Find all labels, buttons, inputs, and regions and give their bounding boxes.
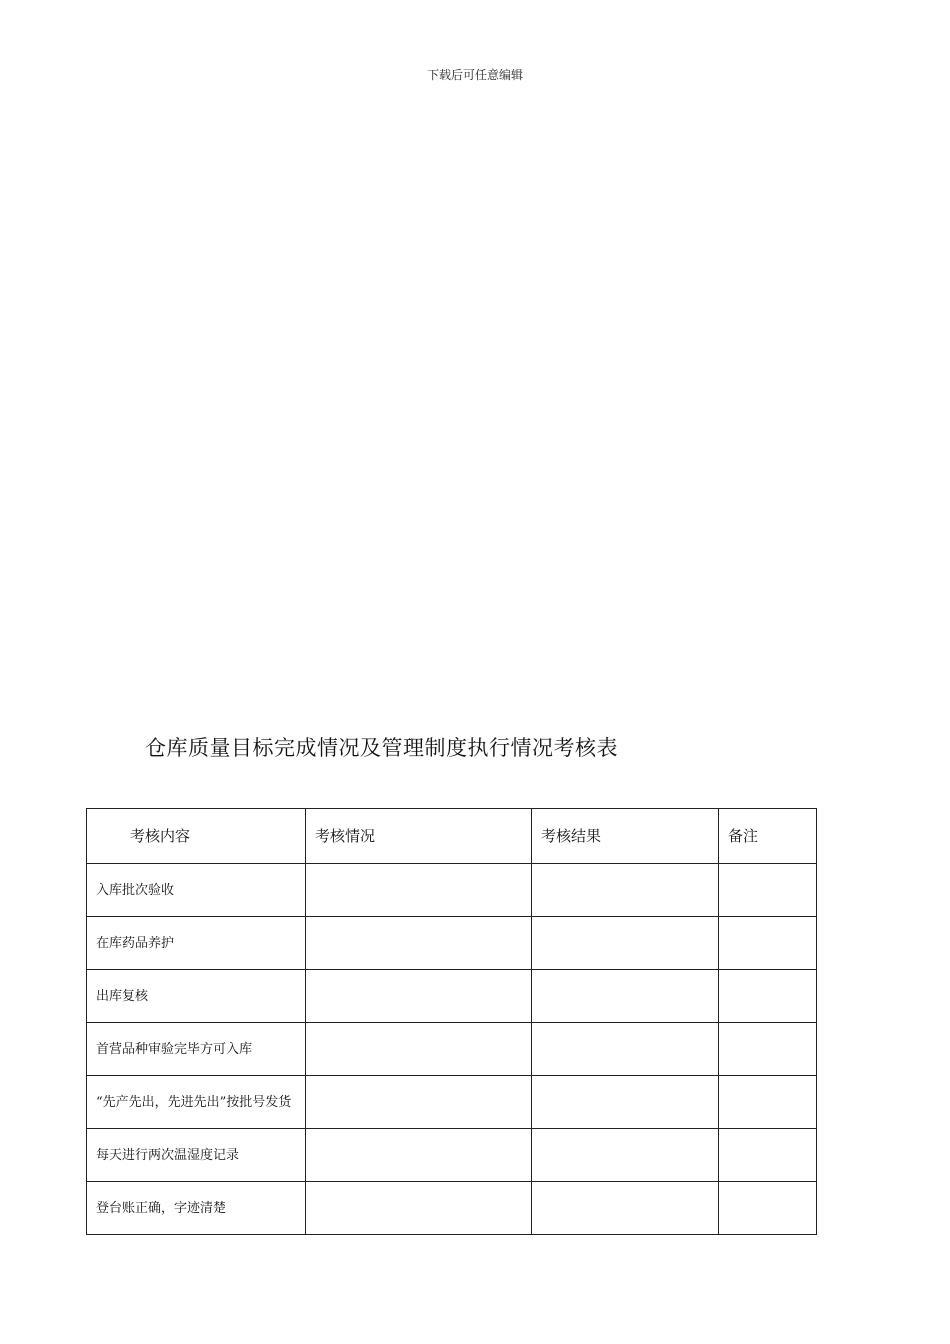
row-status-cell[interactable] bbox=[306, 1076, 532, 1129]
row-remark-cell[interactable] bbox=[719, 864, 817, 917]
header-note: 下载后可任意编辑 bbox=[426, 68, 523, 82]
row-remark-cell[interactable] bbox=[719, 970, 817, 1023]
header-remarks: 备注 bbox=[719, 809, 817, 864]
row-result-cell[interactable] bbox=[532, 864, 719, 917]
row-result-cell[interactable] bbox=[532, 917, 719, 970]
row-remark-cell[interactable] bbox=[719, 1182, 817, 1235]
table-row bbox=[87, 1129, 817, 1182]
table-row bbox=[87, 864, 817, 917]
table-row bbox=[87, 970, 817, 1023]
row-status-cell[interactable] bbox=[306, 864, 532, 917]
row-remark-cell[interactable] bbox=[719, 1129, 817, 1182]
table-header-row bbox=[87, 809, 817, 864]
row-status-cell[interactable] bbox=[306, 917, 532, 970]
row-item: 登台账正确，字迹清楚 bbox=[87, 1182, 306, 1235]
header-assessment-status: 考核情况 bbox=[306, 809, 532, 864]
row-item: 入库批次验收 bbox=[87, 864, 306, 917]
row-status-cell[interactable] bbox=[306, 1023, 532, 1076]
table-row bbox=[87, 1076, 817, 1129]
header-assessment-result: 考核结果 bbox=[532, 809, 719, 864]
table-row bbox=[87, 1182, 817, 1235]
row-result-cell[interactable] bbox=[532, 1129, 719, 1182]
row-item: 每天进行两次温湿度记录 bbox=[87, 1129, 306, 1182]
row-result-cell[interactable] bbox=[532, 970, 719, 1023]
document-title: 仓库质量目标完成情况及管理制度执行情况考核表 bbox=[145, 736, 618, 760]
table-row bbox=[87, 1023, 817, 1076]
row-remark-cell[interactable] bbox=[719, 917, 817, 970]
row-item: 首营品种审验完毕方可入库 bbox=[87, 1023, 306, 1076]
row-remark-cell[interactable] bbox=[719, 1023, 817, 1076]
table-row bbox=[87, 917, 817, 970]
row-result-cell[interactable] bbox=[532, 1023, 719, 1076]
row-item: 出库复核 bbox=[87, 970, 306, 1023]
row-status-cell[interactable] bbox=[306, 970, 532, 1023]
row-status-cell[interactable] bbox=[306, 1182, 532, 1235]
row-item: 在库药品养护 bbox=[87, 917, 306, 970]
row-result-cell[interactable] bbox=[532, 1076, 719, 1129]
row-result-cell[interactable] bbox=[532, 1182, 719, 1235]
header-assessment-content: 考核内容 bbox=[87, 809, 306, 864]
row-remark-cell[interactable] bbox=[719, 1076, 817, 1129]
assessment-table bbox=[86, 808, 817, 1235]
row-item: “先产先出，先进先出”按批号发货 bbox=[87, 1076, 306, 1129]
row-status-cell[interactable] bbox=[306, 1129, 532, 1182]
